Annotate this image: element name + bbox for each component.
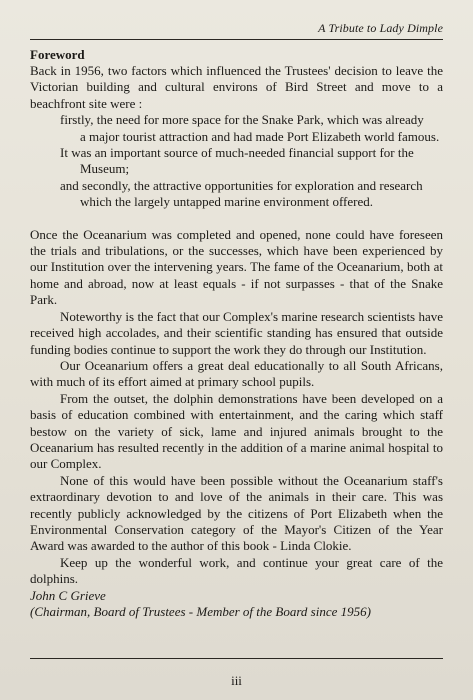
factor-1-line-1: firstly, the need for more space for the Snake Park, which was already	[60, 112, 424, 128]
body-paragraph-1: Once the Oceanarium was completed and opened, none could have foreseen the trials and tribulations, or the successes, which have been experienced by our Institution over the intervening years. The fame of the Oceanarium, both at home and abroad, now at least equals - if not surpasses - that of the Snake Park.	[30, 226, 443, 308]
signature-name: John C Grieve	[30, 587, 106, 603]
intro-paragraph: Back in 1956, two factors which influenced the Trustees' decision to leave the Victorian building and cultural environs of Bird Street and move to a beachfront site were :	[30, 63, 443, 111]
body-paragraph-2: Noteworthy is the fact that our Complex's marine research scientists have received high accolades, and their scientific standing has ensured that outside funding bodies continue to support the work they do through our Institution.	[30, 308, 443, 357]
factor-1b-line-2: Museum;	[80, 161, 130, 177]
footer-rule	[30, 658, 443, 659]
page-number: iii	[231, 673, 242, 688]
body-paragraph-6: Keep up the wonderful work, and continue your great care of the dolphins.	[30, 554, 443, 587]
factor-1b-line-1: It was an important source of much-needed financial support for the	[60, 145, 414, 161]
factors-list	[60, 112, 443, 210]
section-heading: Foreword	[30, 47, 85, 62]
body-paragraph-5: None of this would have been possible without the Oceanarium staff's extraordinary devotion to and love of the animals in their care. This was recently publicly acknowledged by the citizens of Port Elizabeth when the Environmental Conservation category of the Mayor's Citizen of the Year Award was awarded to the author of this book - Linda Clokie.	[30, 472, 443, 554]
header-rule	[30, 39, 443, 40]
factor-2-line-1: and secondly, the attractive opportunities for exploration and research	[60, 177, 423, 193]
body-paragraph-4: From the outset, the dolphin demonstrations have been developed on a basis of education combined with entertainment, and the caring which staff bestow on the variety of sick, lame and injured animals brought to the Oceanarium has resulted recently in the addition of a marine animal hospital to our Complex.	[30, 390, 443, 472]
paragraph-gap	[30, 211, 443, 227]
body-paragraph-3: Our Oceanarium offers a great deal educationally to all South Africans, with much of its effort aimed at primary school pupils.	[30, 357, 443, 390]
factor-2-line-2: which the largely untapped marine environment offered.	[80, 194, 374, 210]
running-head: A Tribute to Lady Dimple	[318, 21, 443, 35]
factor-1-line-2: a major tourist attraction and had made Port Elizabeth world famous.	[80, 128, 440, 144]
page-content	[30, 47, 443, 620]
signature-title: (Chairman, Board of Trustees - Member of the Board since 1956)	[30, 604, 371, 619]
